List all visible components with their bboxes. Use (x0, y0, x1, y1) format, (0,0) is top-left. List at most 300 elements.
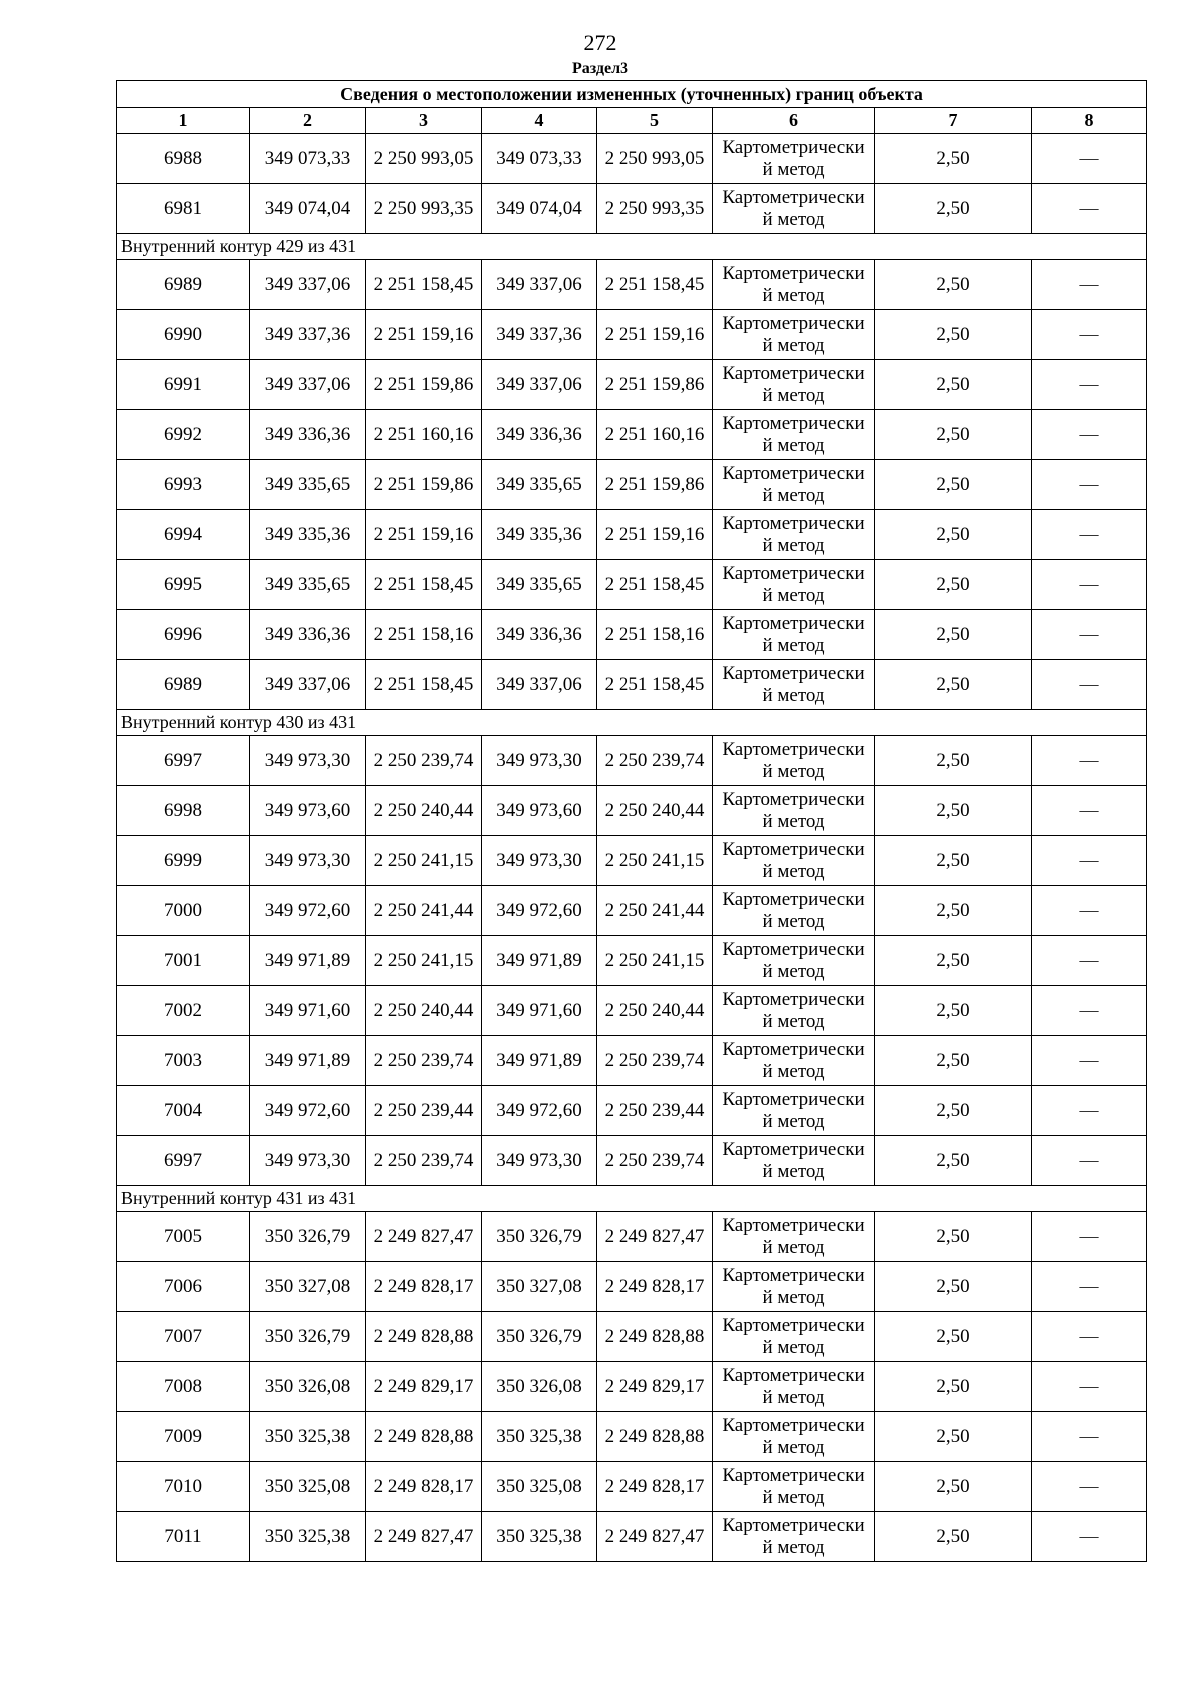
column-number: 2 (250, 108, 366, 134)
method-text-line2: й метод (762, 1236, 825, 1258)
method-text-line2: й метод (762, 334, 825, 356)
accuracy-value: 2,50 (875, 610, 1032, 660)
method-text-line1: Картометрически (722, 1514, 865, 1536)
point-number: 7008 (117, 1362, 250, 1412)
y-coordinate: 2 251 159,86 (366, 460, 482, 510)
method-cell (713, 786, 875, 836)
method-cell (713, 610, 875, 660)
x-coordinate-new: 350 325,38 (482, 1512, 597, 1562)
point-number: 7005 (117, 1212, 250, 1262)
x-coordinate-new: 349 335,65 (482, 560, 597, 610)
accuracy-value: 2,50 (875, 310, 1032, 360)
point-number: 7000 (117, 886, 250, 936)
x-coordinate: 349 337,06 (250, 260, 366, 310)
x-coordinate-new: 349 074,04 (482, 184, 597, 234)
method-cell (713, 1136, 875, 1186)
description-value: — (1032, 786, 1147, 836)
accuracy-value: 2,50 (875, 736, 1032, 786)
y-coordinate-new: 2 250 241,15 (597, 836, 713, 886)
method-text-line1: Картометрически (722, 788, 865, 810)
description-value: — (1032, 660, 1147, 710)
y-coordinate-new: 2 251 158,45 (597, 260, 713, 310)
method-cell (713, 460, 875, 510)
y-coordinate: 2 249 828,17 (366, 1462, 482, 1512)
description-value: — (1032, 736, 1147, 786)
x-coordinate: 349 973,30 (250, 836, 366, 886)
y-coordinate: 2 251 158,45 (366, 260, 482, 310)
table-row (117, 1312, 1147, 1362)
method-text-line2: й метод (762, 910, 825, 932)
accuracy-value: 2,50 (875, 184, 1032, 234)
accuracy-value: 2,50 (875, 1312, 1032, 1362)
method-text-line2: й метод (762, 208, 825, 230)
y-coordinate-new: 2 251 160,16 (597, 410, 713, 460)
method-text-line2: й метод (762, 1160, 825, 1182)
method-cell (713, 510, 875, 560)
x-coordinate: 349 335,65 (250, 460, 366, 510)
method-cell (713, 560, 875, 610)
column-number: 3 (366, 108, 482, 134)
table-row (117, 986, 1147, 1036)
x-coordinate: 349 336,36 (250, 610, 366, 660)
y-coordinate-new: 2 251 158,45 (597, 660, 713, 710)
point-number: 7004 (117, 1086, 250, 1136)
table-row (117, 1362, 1147, 1412)
description-value: — (1032, 1036, 1147, 1086)
y-coordinate-new: 2 251 159,16 (597, 510, 713, 560)
method-cell (713, 886, 875, 936)
accuracy-value: 2,50 (875, 660, 1032, 710)
x-coordinate-new: 350 326,08 (482, 1362, 597, 1412)
y-coordinate: 2 250 241,15 (366, 836, 482, 886)
x-coordinate: 350 327,08 (250, 1262, 366, 1312)
x-coordinate: 350 326,08 (250, 1362, 366, 1412)
method-text-line1: Картометрически (722, 186, 865, 208)
y-coordinate: 2 250 239,74 (366, 1036, 482, 1086)
x-coordinate-new: 349 972,60 (482, 1086, 597, 1136)
y-coordinate: 2 249 829,17 (366, 1362, 482, 1412)
method-text-line1: Картометрически (722, 1264, 865, 1286)
method-cell (713, 1036, 875, 1086)
point-number: 6997 (117, 1136, 250, 1186)
x-coordinate-new: 350 326,79 (482, 1212, 597, 1262)
y-coordinate-new: 2 249 827,47 (597, 1212, 713, 1262)
x-coordinate: 349 335,65 (250, 560, 366, 610)
method-text-line2: й метод (762, 760, 825, 782)
accuracy-value: 2,50 (875, 360, 1032, 410)
method-text-line2: й метод (762, 634, 825, 656)
x-coordinate-new: 349 337,06 (482, 260, 597, 310)
point-number: 7001 (117, 936, 250, 986)
x-coordinate: 349 972,60 (250, 1086, 366, 1136)
y-coordinate: 2 251 158,45 (366, 560, 482, 610)
description-value: — (1032, 610, 1147, 660)
x-coordinate: 349 337,36 (250, 310, 366, 360)
y-coordinate: 2 249 828,88 (366, 1312, 482, 1362)
y-coordinate: 2 249 827,47 (366, 1212, 482, 1262)
table-row (117, 886, 1147, 936)
method-text-line2: й метод (762, 860, 825, 882)
method-text-line2: й метод (762, 1386, 825, 1408)
point-number: 7007 (117, 1312, 250, 1362)
x-coordinate-new: 349 336,36 (482, 410, 597, 460)
y-coordinate-new: 2 250 993,05 (597, 134, 713, 184)
table-row (117, 184, 1147, 234)
x-coordinate-new: 349 971,89 (482, 1036, 597, 1086)
table-row (117, 736, 1147, 786)
table-row (117, 660, 1147, 710)
description-value: — (1032, 184, 1147, 234)
accuracy-value: 2,50 (875, 886, 1032, 936)
table-row (117, 1136, 1147, 1186)
description-value: — (1032, 836, 1147, 886)
accuracy-value: 2,50 (875, 986, 1032, 1036)
method-text-line1: Картометрически (722, 1214, 865, 1236)
point-number: 6991 (117, 360, 250, 410)
y-coordinate: 2 250 241,15 (366, 936, 482, 986)
x-coordinate-new: 350 325,38 (482, 1412, 597, 1462)
table-row (117, 836, 1147, 886)
y-coordinate-new: 2 250 993,35 (597, 184, 713, 234)
accuracy-value: 2,50 (875, 936, 1032, 986)
column-number: 1 (117, 108, 250, 134)
method-cell (713, 310, 875, 360)
method-text-line2: й метод (762, 484, 825, 506)
accuracy-value: 2,50 (875, 560, 1032, 610)
x-coordinate-new: 350 325,08 (482, 1462, 597, 1512)
method-text-line2: й метод (762, 1536, 825, 1558)
table-row (117, 1212, 1147, 1262)
method-text-line2: й метод (762, 158, 825, 180)
point-number: 6981 (117, 184, 250, 234)
method-text-line1: Картометрически (722, 1364, 865, 1386)
method-cell (713, 1512, 875, 1562)
y-coordinate: 2 249 828,17 (366, 1262, 482, 1312)
accuracy-value: 2,50 (875, 1086, 1032, 1136)
method-text-line1: Картометрически (722, 1088, 865, 1110)
x-coordinate: 349 972,60 (250, 886, 366, 936)
method-text-line1: Картометрически (722, 1038, 865, 1060)
method-cell (713, 410, 875, 460)
method-text-line1: Картометрически (722, 512, 865, 534)
x-coordinate: 349 971,89 (250, 936, 366, 986)
point-number: 6999 (117, 836, 250, 886)
point-number: 6995 (117, 560, 250, 610)
column-number: 6 (713, 108, 875, 134)
contour-label: Внутренний контур 429 из 431 (117, 234, 1147, 260)
method-text-line1: Картометрически (722, 136, 865, 158)
accuracy-value: 2,50 (875, 1036, 1032, 1086)
y-coordinate-new: 2 249 828,17 (597, 1462, 713, 1512)
method-text-line1: Картометрически (722, 838, 865, 860)
description-value: — (1032, 936, 1147, 986)
y-coordinate: 2 250 993,05 (366, 134, 482, 184)
y-coordinate-new: 2 249 828,88 (597, 1312, 713, 1362)
x-coordinate: 349 337,06 (250, 360, 366, 410)
point-number: 7003 (117, 1036, 250, 1086)
method-cell (713, 1462, 875, 1512)
point-number: 6994 (117, 510, 250, 560)
table-row (117, 460, 1147, 510)
x-coordinate-new: 350 327,08 (482, 1262, 597, 1312)
accuracy-value: 2,50 (875, 836, 1032, 886)
method-text-line2: й метод (762, 1436, 825, 1458)
table-row (117, 560, 1147, 610)
description-value: — (1032, 134, 1147, 184)
x-coordinate: 349 073,33 (250, 134, 366, 184)
accuracy-value: 2,50 (875, 260, 1032, 310)
x-coordinate: 349 336,36 (250, 410, 366, 460)
y-coordinate-new: 2 251 158,16 (597, 610, 713, 660)
x-coordinate-new: 349 335,36 (482, 510, 597, 560)
method-text-line2: й метод (762, 1486, 825, 1508)
table-row (117, 1462, 1147, 1512)
method-cell (713, 134, 875, 184)
y-coordinate-new: 2 250 239,44 (597, 1086, 713, 1136)
table-row (117, 1512, 1147, 1562)
y-coordinate: 2 250 241,44 (366, 886, 482, 936)
table-row (117, 1262, 1147, 1312)
method-cell (713, 836, 875, 886)
x-coordinate-new: 349 337,06 (482, 660, 597, 710)
y-coordinate: 2 251 159,86 (366, 360, 482, 410)
method-text-line1: Картометрически (722, 888, 865, 910)
table-body (117, 134, 1147, 1562)
column-number: 8 (1032, 108, 1147, 134)
y-coordinate-new: 2 250 240,44 (597, 786, 713, 836)
method-text-line2: й метод (762, 1110, 825, 1132)
method-text-line1: Картометрически (722, 1464, 865, 1486)
method-cell (713, 1362, 875, 1412)
y-coordinate-new: 2 250 239,74 (597, 736, 713, 786)
accuracy-value: 2,50 (875, 134, 1032, 184)
point-number: 6993 (117, 460, 250, 510)
point-number: 6996 (117, 610, 250, 660)
y-coordinate: 2 249 828,88 (366, 1412, 482, 1462)
method-text-line2: й метод (762, 1286, 825, 1308)
x-coordinate-new: 349 073,33 (482, 134, 597, 184)
x-coordinate: 349 973,30 (250, 736, 366, 786)
table-row (117, 610, 1147, 660)
x-coordinate: 350 325,38 (250, 1512, 366, 1562)
y-coordinate-new: 2 250 241,44 (597, 886, 713, 936)
x-coordinate-new: 349 973,60 (482, 786, 597, 836)
y-coordinate: 2 250 239,74 (366, 1136, 482, 1186)
x-coordinate-new: 349 973,30 (482, 1136, 597, 1186)
contour-label: Внутренний контур 430 из 431 (117, 710, 1147, 736)
y-coordinate-new: 2 249 827,47 (597, 1512, 713, 1562)
accuracy-value: 2,50 (875, 1412, 1032, 1462)
description-value: — (1032, 886, 1147, 936)
table-row (117, 410, 1147, 460)
y-coordinate-new: 2 251 159,16 (597, 310, 713, 360)
table-row (117, 260, 1147, 310)
x-coordinate-new: 349 335,65 (482, 460, 597, 510)
description-value: — (1032, 1512, 1147, 1562)
point-number: 6989 (117, 260, 250, 310)
y-coordinate-new: 2 250 240,44 (597, 986, 713, 1036)
description-value: — (1032, 410, 1147, 460)
point-number: 7002 (117, 986, 250, 1036)
accuracy-value: 2,50 (875, 1362, 1032, 1412)
y-coordinate: 2 250 993,35 (366, 184, 482, 234)
accuracy-value: 2,50 (875, 1462, 1032, 1512)
method-text-line2: й метод (762, 284, 825, 306)
method-text-line2: й метод (762, 1060, 825, 1082)
coordinates-table (116, 80, 1147, 1562)
method-text-line1: Картометрически (722, 662, 865, 684)
method-text-line1: Картометрически (722, 938, 865, 960)
point-number: 6988 (117, 134, 250, 184)
table-row (117, 510, 1147, 560)
y-coordinate-new: 2 250 239,74 (597, 1036, 713, 1086)
description-value: — (1032, 460, 1147, 510)
point-number: 7009 (117, 1412, 250, 1462)
description-value: — (1032, 260, 1147, 310)
method-cell (713, 736, 875, 786)
table-row (117, 1412, 1147, 1462)
y-coordinate-new: 2 250 239,74 (597, 1136, 713, 1186)
accuracy-value: 2,50 (875, 510, 1032, 560)
description-value: — (1032, 1086, 1147, 1136)
x-coordinate-new: 349 337,36 (482, 310, 597, 360)
description-value: — (1032, 1262, 1147, 1312)
accuracy-value: 2,50 (875, 460, 1032, 510)
y-coordinate: 2 250 239,44 (366, 1086, 482, 1136)
table-row (117, 134, 1147, 184)
y-coordinate-new: 2 249 828,88 (597, 1412, 713, 1462)
y-coordinate-new: 2 249 829,17 (597, 1362, 713, 1412)
y-coordinate: 2 251 160,16 (366, 410, 482, 460)
x-coordinate: 350 326,79 (250, 1212, 366, 1262)
method-text-line1: Картометрически (722, 312, 865, 334)
x-coordinate-new: 350 326,79 (482, 1312, 597, 1362)
method-text-line1: Картометрически (722, 1138, 865, 1160)
method-text-line2: й метод (762, 434, 825, 456)
x-coordinate: 349 973,30 (250, 1136, 366, 1186)
y-coordinate-new: 2 250 241,15 (597, 936, 713, 986)
method-text-line1: Картометрически (722, 612, 865, 634)
x-coordinate: 350 325,08 (250, 1462, 366, 1512)
y-coordinate: 2 251 158,45 (366, 660, 482, 710)
column-number: 4 (482, 108, 597, 134)
description-value: — (1032, 310, 1147, 360)
method-cell (713, 936, 875, 986)
column-number: 5 (597, 108, 713, 134)
method-cell (713, 986, 875, 1036)
x-coordinate: 349 337,06 (250, 660, 366, 710)
method-cell (713, 1312, 875, 1362)
page-number: 272 (583, 30, 617, 55)
method-text-line2: й метод (762, 960, 825, 982)
point-number: 7010 (117, 1462, 250, 1512)
description-value: — (1032, 1136, 1147, 1186)
description-value: — (1032, 560, 1147, 610)
point-number: 6998 (117, 786, 250, 836)
point-number: 6990 (117, 310, 250, 360)
table-row (117, 310, 1147, 360)
table-row (117, 360, 1147, 410)
contour-label: Внутренний контур 431 из 431 (117, 1186, 1147, 1212)
table-row (117, 1036, 1147, 1086)
method-cell (713, 1412, 875, 1462)
table-row (117, 786, 1147, 836)
y-coordinate-new: 2 249 828,17 (597, 1262, 713, 1312)
accuracy-value: 2,50 (875, 1262, 1032, 1312)
method-text-line1: Картометрически (722, 988, 865, 1010)
method-cell (713, 260, 875, 310)
method-cell (713, 1212, 875, 1262)
description-value: — (1032, 1212, 1147, 1262)
x-coordinate-new: 349 972,60 (482, 886, 597, 936)
contour-header-row (117, 1186, 1147, 1212)
description-value: — (1032, 1412, 1147, 1462)
table-row (117, 1086, 1147, 1136)
accuracy-value: 2,50 (875, 410, 1032, 460)
x-coordinate-new: 349 971,60 (482, 986, 597, 1036)
x-coordinate: 349 074,04 (250, 184, 366, 234)
column-number: 7 (875, 108, 1032, 134)
accuracy-value: 2,50 (875, 1512, 1032, 1562)
method-cell (713, 184, 875, 234)
accuracy-value: 2,50 (875, 1136, 1032, 1186)
method-cell (713, 1262, 875, 1312)
method-text-line1: Картометрически (722, 412, 865, 434)
y-coordinate: 2 249 827,47 (366, 1512, 482, 1562)
method-text-line2: й метод (762, 1010, 825, 1032)
point-number: 6989 (117, 660, 250, 710)
contour-header-row (117, 234, 1147, 260)
method-cell (713, 1086, 875, 1136)
x-coordinate: 350 326,79 (250, 1312, 366, 1362)
method-text-line2: й метод (762, 1336, 825, 1358)
description-value: — (1032, 1362, 1147, 1412)
accuracy-value: 2,50 (875, 786, 1032, 836)
x-coordinate-new: 349 973,30 (482, 836, 597, 886)
column-number-row (117, 108, 1147, 134)
method-text-line1: Картометрически (722, 562, 865, 584)
method-text-line2: й метод (762, 810, 825, 832)
method-text-line2: й метод (762, 534, 825, 556)
point-number: 6992 (117, 410, 250, 460)
point-number: 7006 (117, 1262, 250, 1312)
y-coordinate-new: 2 251 159,86 (597, 360, 713, 410)
y-coordinate-new: 2 251 159,86 (597, 460, 713, 510)
method-cell (713, 360, 875, 410)
y-coordinate: 2 250 240,44 (366, 986, 482, 1036)
x-coordinate-new: 349 337,06 (482, 360, 597, 410)
y-coordinate: 2 250 239,74 (366, 736, 482, 786)
y-coordinate-new: 2 251 158,45 (597, 560, 713, 610)
x-coordinate-new: 349 971,89 (482, 936, 597, 986)
description-value: — (1032, 1312, 1147, 1362)
x-coordinate: 349 973,60 (250, 786, 366, 836)
method-text-line1: Картометрически (722, 1414, 865, 1436)
table-title: Сведения о местоположении измененных (уточненных) границ объекта (117, 81, 1147, 108)
point-number: 7011 (117, 1512, 250, 1562)
method-text-line1: Картометрически (722, 738, 865, 760)
description-value: — (1032, 1462, 1147, 1512)
x-coordinate: 349 971,60 (250, 986, 366, 1036)
description-value: — (1032, 510, 1147, 560)
contour-header-row (117, 710, 1147, 736)
method-text-line1: Картометрически (722, 462, 865, 484)
method-text-line2: й метод (762, 384, 825, 406)
method-text-line1: Картометрически (722, 1314, 865, 1336)
method-text-line2: й метод (762, 584, 825, 606)
method-text-line2: й метод (762, 684, 825, 706)
x-coordinate: 350 325,38 (250, 1412, 366, 1462)
